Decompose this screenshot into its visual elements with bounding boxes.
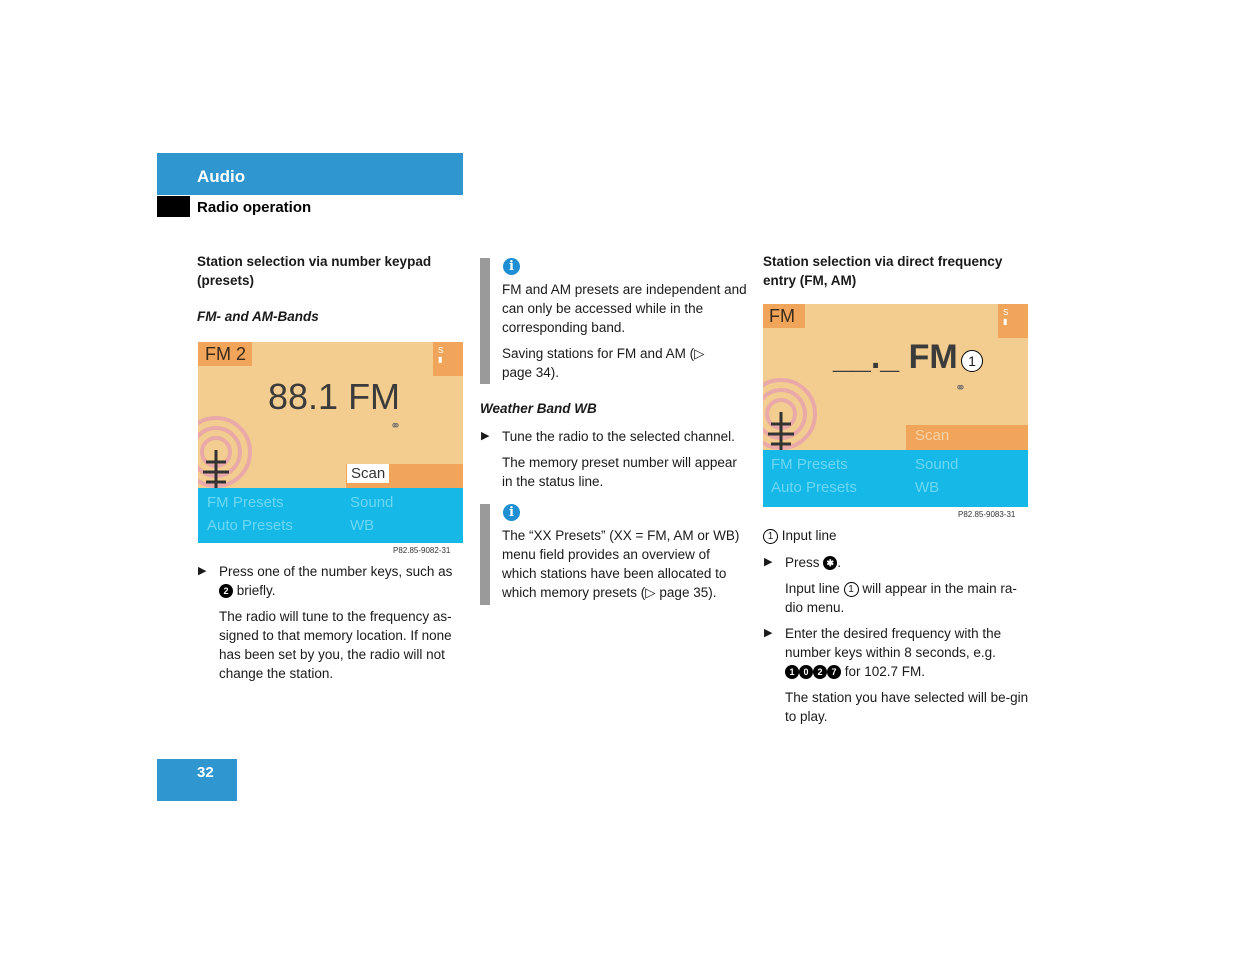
col1-subheading: FM- and AM-Bands xyxy=(197,309,319,324)
section-title: Audio xyxy=(197,167,246,186)
frequency-readout: 88.1 FM xyxy=(268,376,401,417)
figure-caption: P82.85-9082-31 xyxy=(393,546,451,555)
radio-display-direct-entry xyxy=(763,304,1028,507)
number-key-icon: 1 xyxy=(785,665,799,679)
col3-paragraph2: The station you have selected will be-gin to play. xyxy=(785,690,1029,724)
display-menu xyxy=(198,488,463,543)
number-key-icon: 2 xyxy=(219,584,233,598)
info-icon: i xyxy=(503,258,520,275)
star-key-icon: ✱ xyxy=(823,556,837,570)
info-bar xyxy=(480,258,490,384)
col1-paragraph: The radio will tune to the frequency as-signed to that memory location. If none has been set by you, the radio will not change the station. xyxy=(219,609,452,681)
menu-item-sound: Sound xyxy=(915,456,959,473)
scan-label: Scan xyxy=(347,464,389,483)
info-icon: i xyxy=(503,504,520,521)
col3-bullet1: ▶ Press ✱ . xyxy=(764,555,842,570)
col3-legend: 1 Input line xyxy=(763,526,1028,545)
band-label: FM xyxy=(769,306,795,326)
info2-text: The “XX Presets” (XX = FM, AM or WB) menu field provides an overview of which stations have been allocated to which memory presets (▷ page 35). xyxy=(502,528,740,600)
signal-icon: S ▮ xyxy=(438,346,444,364)
number-key-icon: 2 xyxy=(813,665,827,679)
bullet-arrow-icon: ▶ xyxy=(198,565,207,577)
section-subtitle: Radio operation xyxy=(197,199,312,216)
col3-paragraph1: Input line 1 will appear in the main ra-dio menu. xyxy=(785,581,1017,615)
col1-bullet: ▶ Press one of the number keys, such as 2 briefly. xyxy=(198,564,453,598)
col3-heading: Station selection via direct frequency entry (FM, AM) xyxy=(763,254,1003,288)
figure-caption: P82.85-9083-31 xyxy=(958,510,1016,519)
menu-item-wb: WB xyxy=(915,479,940,496)
header-marker xyxy=(157,196,190,217)
input-line-marker: 1 xyxy=(961,350,983,372)
col2-bullet: ▶ Tune the radio to the selected channel. xyxy=(481,429,735,444)
marker-one-icon: 1 xyxy=(763,529,778,544)
stereo-icon: ⚭ xyxy=(955,380,966,395)
menu-item-auto-presets: Auto Presets xyxy=(207,517,293,534)
antenna-icon xyxy=(763,372,833,452)
scan-label: Scan xyxy=(915,427,950,444)
signal-icon: S ▮ xyxy=(1003,308,1009,326)
col2-subheading: Weather Band WB xyxy=(480,401,597,416)
bullet-arrow-icon: ▶ xyxy=(481,430,490,442)
info1-text: FM and AM presets are independent and can only be accessed while in the corresponding band. xyxy=(502,282,747,335)
stereo-icon: ⚭ xyxy=(390,418,401,433)
info-bar xyxy=(480,504,490,605)
col3-bullet2: ▶ Enter the desired frequency with the number keys within 8 seconds, e.g. 1 0 2 7 for 102.7 FM. xyxy=(764,626,1002,679)
bullet-arrow-icon: ▶ xyxy=(764,556,773,568)
frequency-entry: __._ FM xyxy=(833,338,958,376)
menu-item-sound: Sound xyxy=(350,494,394,511)
info1-reference: Saving stations for FM and AM (▷ page 34). xyxy=(502,346,705,380)
page-number: 32 xyxy=(197,764,214,781)
display-menu xyxy=(763,450,1028,507)
antenna-icon xyxy=(198,410,268,490)
number-key-icon: 0 xyxy=(799,665,813,679)
col1-heading: Station selection via number keypad (presets) xyxy=(197,254,432,288)
menu-item-fm-presets: FM Presets xyxy=(207,494,284,511)
menu-item-auto-presets: Auto Presets xyxy=(771,479,857,496)
number-key-icon: 7 xyxy=(827,665,841,679)
radio-display-presets xyxy=(198,342,463,543)
marker-one-icon: 1 xyxy=(844,582,859,597)
menu-item-fm-presets: FM Presets xyxy=(771,456,848,473)
band-label: FM 2 xyxy=(205,344,247,364)
col2-paragraph: The memory preset number will appear in the status line. xyxy=(502,455,737,489)
bullet-arrow-icon: ▶ xyxy=(764,627,773,639)
menu-item-wb: WB xyxy=(350,517,375,534)
